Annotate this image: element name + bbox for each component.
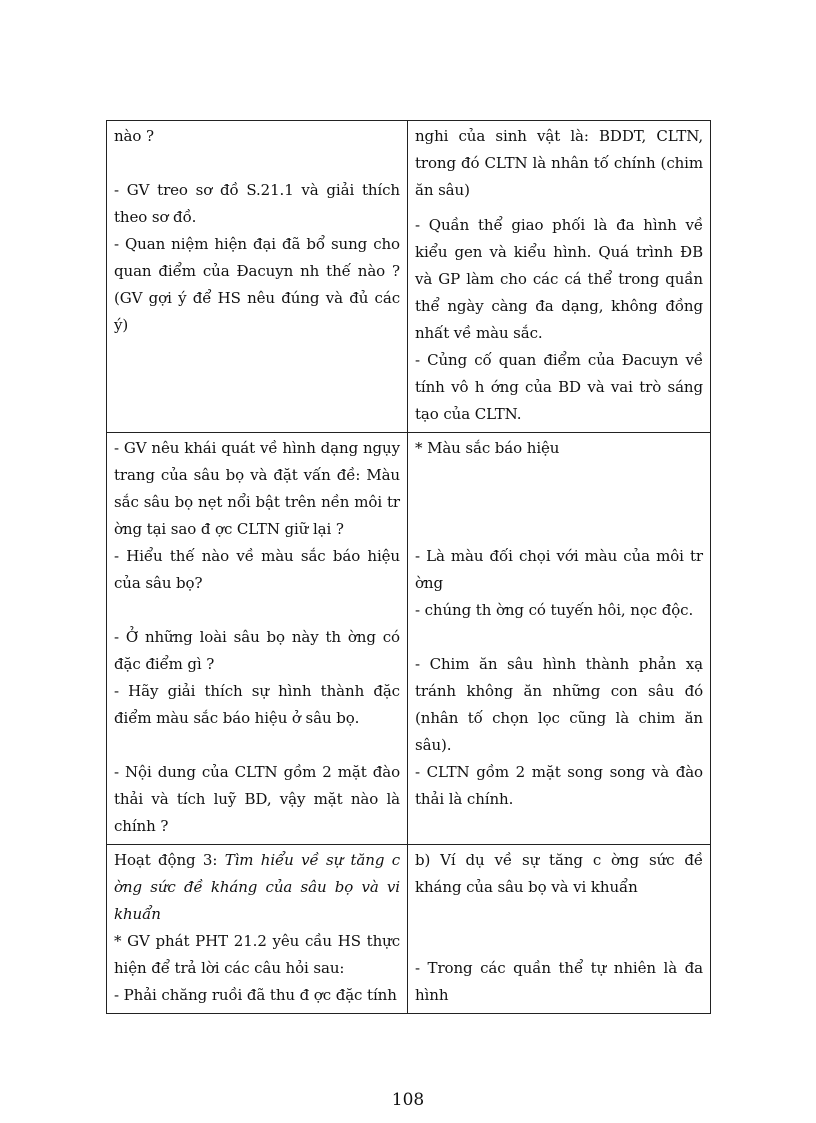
lesson-table [106, 120, 711, 1014]
table-row [107, 121, 711, 433]
table-row [107, 433, 711, 845]
cell-text: - Củng cố quan điểm của Đacuyn về tính vô h ớng của BD và vai trò sáng tạo của CLTN. [415, 351, 703, 423]
activity-heading [114, 847, 400, 928]
cell-text: - Nội dung của CLTN gồm 2 mặt đào thải và tích luỹ BD, vậy mặt nào là chính ? [114, 763, 400, 835]
cell-text: - Là màu đối chọi với màu của môi tr ờng [415, 547, 703, 592]
teacher-activity-cell [107, 845, 408, 1014]
table-row [107, 845, 711, 1014]
cell-text: * GV phát PHT 21.2 yêu cầu HS thực hiện để trả lời các câu hỏi sau: [114, 932, 400, 977]
cell-text: - Chim ăn sâu hình thành phản xạ tránh không ăn những con sâu đó (nhân tố chọn lọc cũng là chim ăn sâu). [415, 655, 703, 754]
activity-heading-label: Hoạt động 3: [114, 851, 225, 869]
cell-text: nghi của sinh vật là: BDDT, CLTN, trong đó CLTN là nhân tố chính (chim ăn sâu) [415, 127, 703, 199]
cell-text: - chúng th ờng có tuyến hôi, nọc độc. [415, 601, 694, 619]
teacher-activity-cell [107, 433, 408, 845]
cell-text: - GV treo sơ đồ S.21.1 và giải thích theo sơ đồ. [114, 181, 400, 226]
cell-text: - Phải chăng ruồi đã thu đ ợc đặc tính [114, 986, 397, 1004]
cell-text: - GV nêu khái quát về hình dạng ngụy trang của sâu bọ và đặt vấn đề: Màu sắc sâu bọ nẹt nổi bật trên nền môi tr ờng tại sao đ ợc CLTN giữ lại ? [114, 439, 400, 538]
cell-text: b) Ví dụ về sự tăng c ờng sức đề kháng của sâu bọ và vi khuẩn [415, 851, 703, 896]
cell-text: * Màu sắc báo hiệu [415, 439, 560, 457]
cell-text: - CLTN gồm 2 mặt song song và đào thải là chính. [415, 763, 703, 808]
cell-text: - Trong các quần thể tự nhiên là đa hình [415, 959, 703, 1004]
cell-text: - Quan niệm hiện đại đã bổ sung cho quan điểm của Đacuyn nh thế nào ? (GV gợi ý để HS nêu đúng và đủ các ý) [114, 235, 400, 334]
teacher-activity-cell [107, 121, 408, 433]
content-cell [408, 121, 711, 433]
page-number: 108 [391, 1090, 425, 1110]
cell-text: nào ? [114, 127, 154, 145]
content-cell [408, 845, 711, 1014]
cell-text: - Hãy giải thích sự hình thành đặc điểm màu sắc báo hiệu ở sâu bọ. [114, 682, 400, 727]
cell-text: - Hiểu thế nào về màu sắc báo hiệu của sâu bọ? [114, 547, 400, 592]
activity-heading-title: Tìm hiểu về sự tăng c ờng sức đề kháng của sâu bọ và vi khuẩn [114, 851, 400, 923]
content-cell [408, 433, 711, 845]
cell-text: - Ở những loài sâu bọ này th ờng có đặc điểm gì ? [114, 628, 400, 673]
cell-text: - Quần thể giao phối là đa hình về kiểu gen và kiểu hình. Quá trình ĐB và GP làm cho các cá thể trong quần thể ngày càng đa dạng, không đồng nhất về màu sắc. [415, 216, 703, 342]
